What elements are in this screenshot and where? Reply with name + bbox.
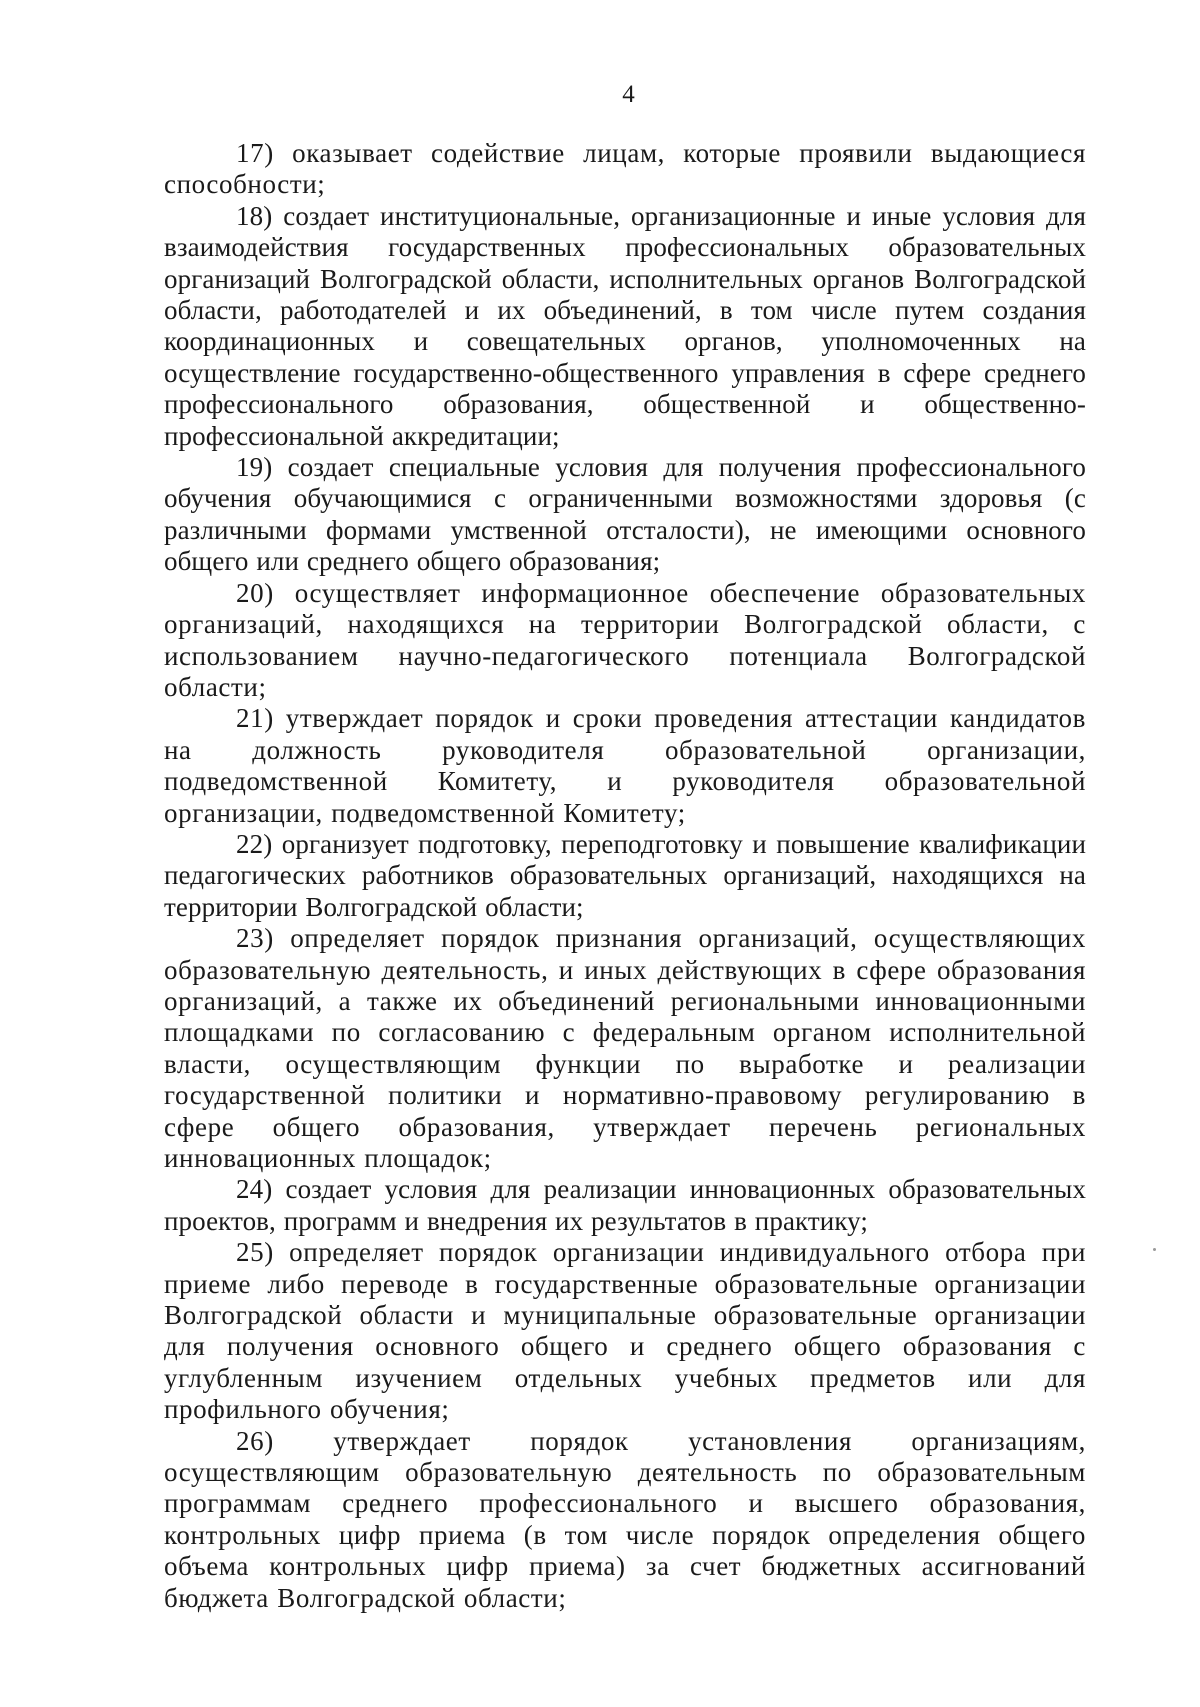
clause-17: 17) оказывает содействие лицам, которые проявили выдающиеся способности; [164, 138, 1086, 200]
clause-18: 18) создает институциональные, организационные и иные условия для взаимодействия государственных профессиональных образовательных организаций Волгоградской области, исполнительных органов Волгоградской области, работодателей и их объединений, в том числе путем создания координационных и совещательных органов, уполномоченных на осуществление государственно-общественного управления в сфере среднего профессионального образования, общественной и общественно-профессиональной аккредитации; [164, 200, 1086, 451]
page-number: 4 [622, 81, 635, 108]
clause-20: 20) осуществляет информационное обеспечение образовательных организаций, находящихся на территории Волгоградской области, с использованием научно-педагогического потенциала Волгоградской области; [164, 577, 1086, 702]
clause-23: 23) определяет порядок признания организаций, осуществляющих образовательную деятельность, и иных действующих в сфере образования организаций, а также их объединений региональными инновационными площадками по согласованию с федеральным органом исполнительной власти, осуществляющим функции по выработке и реализации государственной политики и нормативно-правовому регулированию в сфере общего образования, утверждает перечень региональных инновационных площадок; [164, 923, 1086, 1173]
clause-21: 21) утверждает порядок и сроки проведения аттестации кандидатов на должность руководителя образовательной организации, подведомственной Комитету, и руководителя образовательной организации, подведомственной Комитету; [164, 703, 1086, 828]
clause-24: 24) создает условия для реализации инновационных образовательных проектов, программ и внедрения их результатов в практику; [164, 1174, 1086, 1236]
clause-22: 22) организует подготовку, переподготовку и повышение квалификации педагогических работников образовательных организаций, находящихся на территории Волгоградской области; [164, 828, 1086, 922]
clause-26: 26) утверждает порядок установления организациям, осуществляющим образовательную деятельность по образовательным программам среднего профессионального и высшего образования, контрольных цифр приема (в том числе порядок определения общего объема контрольных цифр приема) за счет бюджетных ассигнований бюджета Волгоградской области; [164, 1425, 1086, 1613]
clause-19: 19) создает специальные условия для получения профессионального обучения обучающимися с ограниченными возможностями здоровья (с различными формами умственной отсталости), не имеющими основного общего или среднего общего образования; [164, 452, 1086, 577]
clause-25: 25) определяет порядок организации индивидуального отбора при приеме либо переводе в государственные образовательные организации Волгоградской области и муниципальные образовательные организации для получения основного общего и среднего общего образования с углубленным изучением отдельных учебных предметов или для профильного обучения; [164, 1237, 1086, 1425]
scan-speck [1153, 1248, 1156, 1251]
document-body [164, 138, 1086, 1614]
